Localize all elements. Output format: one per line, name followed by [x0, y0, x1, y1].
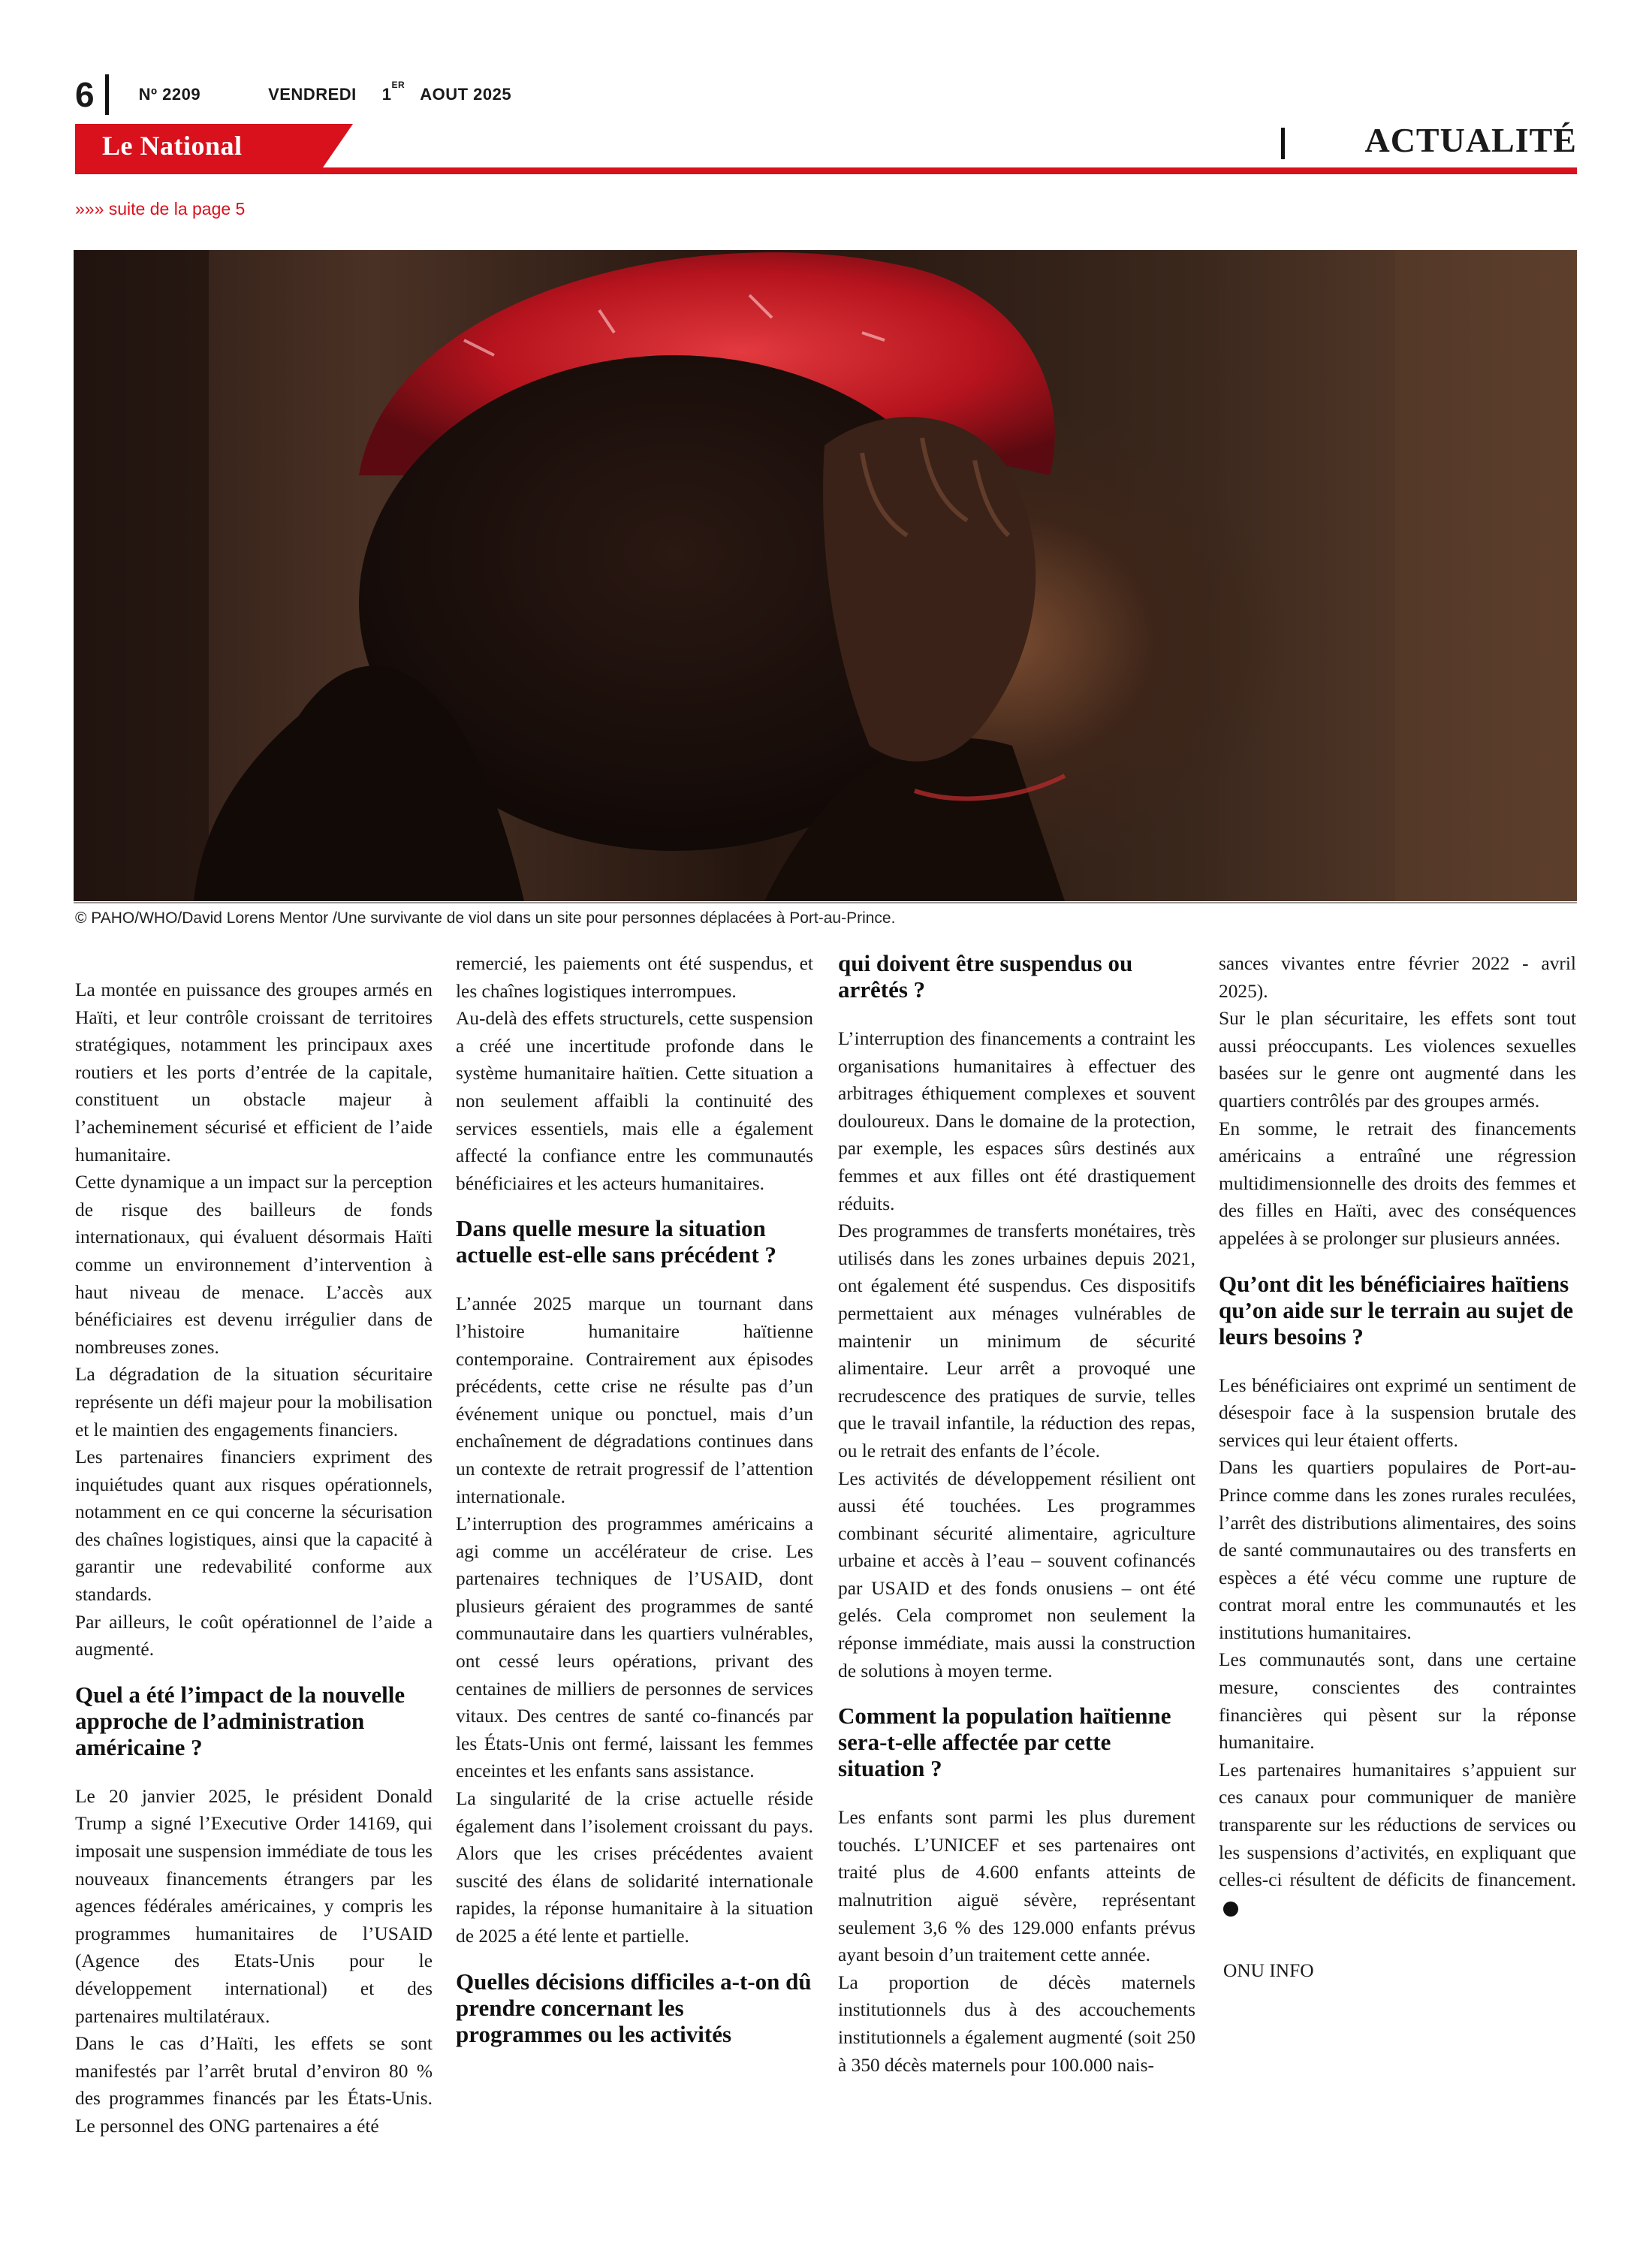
end-of-article-icon: [1223, 1902, 1238, 1917]
paragraph: Par ailleurs, le coût opérationnel de l’aide a augmenté.: [75, 1611, 433, 1660]
issue-date: 1ERAOUT 2025: [381, 79, 512, 104]
article-signature: ONU INFO: [1223, 1960, 1314, 1982]
article-photo: [74, 250, 1577, 901]
paragraph: L’interruption des programmes américains a agi comme un accélérateur de crise. Les partenaires techniques de l’USAID, dont plusieurs géraient des programmes de santé communautaire dans les quartiers vulnérables, ont cessé leurs opérations, privant des centaines de milliers de personnes de services vitaux. Des centres de santé co-financés par les États-Unis ont fermé, laissant les femmes enceintes et les enfants sans assistance.: [456, 1513, 813, 1782]
paragraph: L’année 2025 marque un tournant dans l’histoire humanitaire haïtienne contemporaine. Contrairement aux épisodes précédents, cette crise ne résulte pas d’un événement unique ou ponctuel, mais d’un enchaînement de dégradations continues dans un contexte de retrait progressif de l’attention internationale.: [456, 1293, 813, 1507]
page-header: [75, 72, 511, 117]
photo-caption: © PAHO/WHO/David Lorens Mentor /Une survivante de viol dans un site pour personnes déplacées à Port-au-Prince.: [75, 909, 896, 927]
paragraph: La singularité de la crise actuelle réside également dans l’isolement croissant du pays. Alors que les crises précédentes avaient suscité des élans de solidarité internationale rapides, la réponse humanitaire à la situation de 2025 a été lente et partielle.: [456, 1788, 813, 1947]
paragraph: Les partenaires financiers expriment des inquiétudes quant aux risques opérationnels, notamment en ce qui concerne la sécurisation des chaînes logistiques, ainsi que la capacité à garantir une redevabilité conforme aux standards.: [75, 1446, 433, 1606]
paragraph: Dans les quartiers populaires de Port-au-Prince comme dans les zones rurales reculées, l’arrêt des distributions alimentaires, des soins de santé communautaires ou des transferts en espèces a été vécu comme une rupture de contrat moral entre les communautés et les institutions humanitaires.: [1219, 1457, 1576, 1643]
paragraph: Les bénéficiaires ont exprimé un sentiment de désespoir face à la suspension brutale des services qui leur étaient offerts.: [1219, 1374, 1576, 1451]
paragraph: remercié, les paiements ont été suspendus, et les chaînes logistiques interrompues.: [456, 953, 813, 1002]
header-divider: [105, 74, 109, 115]
subheading: Quelles décisions difficiles a-t-on dû prendre concernant les programmes ou les activités: [456, 1968, 812, 2047]
page-number: 6: [75, 75, 95, 114]
article-column-3: [838, 950, 1195, 2079]
issue-day: VENDREDI: [268, 85, 357, 104]
paragraph: En somme, le retrait des financements américains a entraîné une régression multidimensionnelle des droits des femmes et des filles en Haïti, avec des conséquences appelées à se prolonger sur plusieurs années.: [1219, 1117, 1576, 1249]
subheading: Comment la population haïtienne sera-t-elle affectée par cette situation ?: [838, 1703, 1171, 1782]
paragraph: Le 20 janvier 2025, le président Donald Trump a signé l’Executive Order 14169, qui imposait une suspension immédiate de tous les nouveaux financements étrangers par les agences fédérales américaines, y compris les programmes humanitaires de l’USAID (Agence des Etats-Unis pour le développement international) et des partenaires multilatéraux.: [75, 1785, 433, 2027]
paragraph: Sur le plan sécuritaire, les effets sont tout aussi préoccupants. Les violences sexuelles basées sur le genre ont augmenté dans les quartiers contrôlés par des groupes armés.: [1219, 1008, 1576, 1111]
photo-illustration: [74, 250, 1577, 901]
article-column-2: [456, 950, 813, 2070]
paragraph: Au-delà des effets structurels, cette suspension a créé une incertitude profonde dans le système humanitaire haïtien. Cette situation a non seulement affaibli la continuité des services essentiels, mais elle a également affecté la confiance entre les communautés bénéficiaires et les acteurs humanitaires.: [456, 1008, 813, 1194]
paragraph: L’interruption des financements a contraint les organisations humanitaires à effectuer des arbitrages éthiquement complexes et souvent douloureux. Dans le domaine de la protection, par exemple, les espaces sûrs destinés aux femmes et aux filles ont été drastiquement réduits.: [838, 1028, 1195, 1214]
brand-rule: [75, 167, 1577, 174]
paragraph: La proportion de décès maternels institutionnels dus à des accouchements institutionnels a également augmenté (soit 250 à 350 décès maternels pour 100.000 nais-: [838, 1971, 1195, 2076]
section-title: ACTUALITÉ: [1364, 121, 1577, 159]
subheading: Quel a été l’impact de la nouvelle approche de l’administration américaine ?: [75, 1681, 405, 1760]
paragraph: Cette dynamique a un impact sur la perception de risque des bailleurs de fonds internationaux, qui évaluent désormais Haïti comme un environnement d’intervention à haut niveau de menace. L’accès aux bénéficiaires est devenu irrégulier dans de nombreuses zones.: [75, 1172, 433, 1358]
section-divider: [1281, 128, 1285, 159]
brand-logo: Le National: [102, 131, 243, 161]
issue-number: Nº 2209: [138, 85, 201, 104]
paragraph: sances vivantes entre février 2022 - avril 2025).: [1219, 953, 1576, 1002]
continued-from-link[interactable]: »»» suite de la page 5: [75, 199, 246, 219]
subheading: Dans quelle mesure la situation actuelle est-elle sans précédent ?: [456, 1215, 776, 1268]
article-column-1: [75, 976, 433, 2140]
paragraph: Des programmes de transferts monétaires, très utilisés dans les zones urbaines depuis 2021, ont également été suspendus. Ces dispositifs permettaient aux ménages vulnérables de maintenir un minimum de sécurité alimentaire. Leur arrêt a provoqué une recrudescence des pratiques de survie, telles que le travail infantile, la réduction des repas, ou le retrait des enfants de l’école.: [838, 1220, 1195, 1461]
brand-band: [75, 124, 1577, 175]
subheading-continued: qui doivent être suspendus ou arrêtés ?: [838, 950, 1133, 1003]
paragraph: Dans le cas d’Haïti, les effets se sont manifestés par l’arrêt brutal d’environ 80 % des programmes financés par les États-Unis. Le personnel des ONG partenaires a été: [75, 2033, 433, 2137]
paragraph: La dégradation de la situation sécuritaire représente un défi majeur pour la mobilisation et le maintien des engagements financiers.: [75, 1364, 433, 1440]
paragraph: Les activités de développement résilient ont aussi été touchées. Les programmes combinant sécurité alimentaire, agriculture urbaine et accès à l’eau – souvent cofinancés par USAID et des fonds onusiens – ont été gelés. Cela compromet non seulement la réponse immédiate, mais aussi la construction de solutions à moyen terme.: [838, 1467, 1195, 1681]
paragraph: La montée en puissance des groupes armés en Haïti, et leur contrôle croissant de territoires stratégiques, notamment les principaux axes routiers et les ports d’entrée de la capitale, constituent un obstacle majeur à l’acheminement sécurisé et efficient de l’aide humanitaire.: [75, 979, 433, 1166]
article-column-4: [1219, 950, 1576, 1985]
paragraph-final: Les partenaires humanitaires s’appuient sur ces canaux pour communiquer de manière transparente sur les réductions de services ou les suspensions d’activités, en expliquant que celles-ci résultent de déficits de financement.: [1219, 1757, 1576, 1922]
subheading: Qu’ont dit les bénéficiaires haïtiens qu’on aide sur le terrain au sujet de leurs besoins ?: [1219, 1270, 1574, 1350]
paragraph: Les communautés sont, dans une certaine mesure, conscientes des contraintes financières qui pèsent sur la réponse humanitaire.: [1219, 1649, 1576, 1754]
paragraph: Les enfants sont parmi les plus durement touchés. L’UNICEF et ses partenaires ont traité plus de 4.600 enfants atteints de malnutrition aiguë sévère, représentant seulement 3,6 % des 129.000 enfants prévus ayant besoin d’un traitement cette année.: [838, 1807, 1195, 1966]
